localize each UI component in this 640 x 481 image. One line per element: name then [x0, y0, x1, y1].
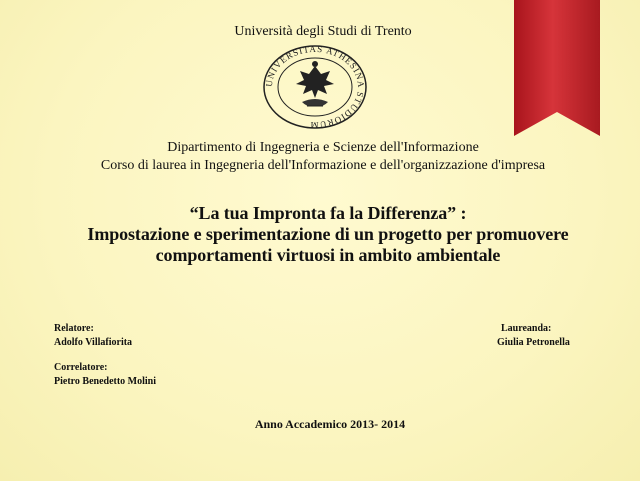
department-block — [0, 139, 640, 175]
degree-course: Corso di laurea in Ingegneria dell'Informazione e dell'organizzazione d'impresa — [100, 158, 546, 173]
laureanda-name: Giulia Petronella — [497, 337, 570, 348]
academic-year: Anno Accademico 2013- 2014 — [254, 417, 406, 431]
laureanda-label: Laureanda: — [501, 323, 552, 334]
correlatore-name: Pietro Benedetto Molini — [54, 376, 157, 387]
university-seal — [262, 44, 368, 130]
thesis-title: “La tua Impronta fa la Differenza” : — [189, 203, 467, 223]
university-name: Università degli Studi di Trento — [234, 24, 412, 39]
department-name: Dipartimento di Ingegneria e Scienze dell'Informazione — [167, 140, 479, 155]
correlatore-label: Correlatore: — [54, 362, 108, 373]
relatore-name: Adolfo Villafiorita — [54, 337, 133, 348]
thesis-subtitle-line1: Impostazione e sperimentazione di un progetto per promuovere — [87, 224, 569, 244]
seal-text: UNIVERSITAS ATHESINA STUDIORUM — [263, 44, 367, 130]
red-ribbon-bookmark — [514, 0, 600, 136]
thesis-subtitle — [0, 224, 640, 266]
thesis-subtitle-line2: comportamenti virtuosi in ambito ambientale — [155, 245, 501, 265]
relatore-label: Relatore: — [54, 323, 94, 334]
